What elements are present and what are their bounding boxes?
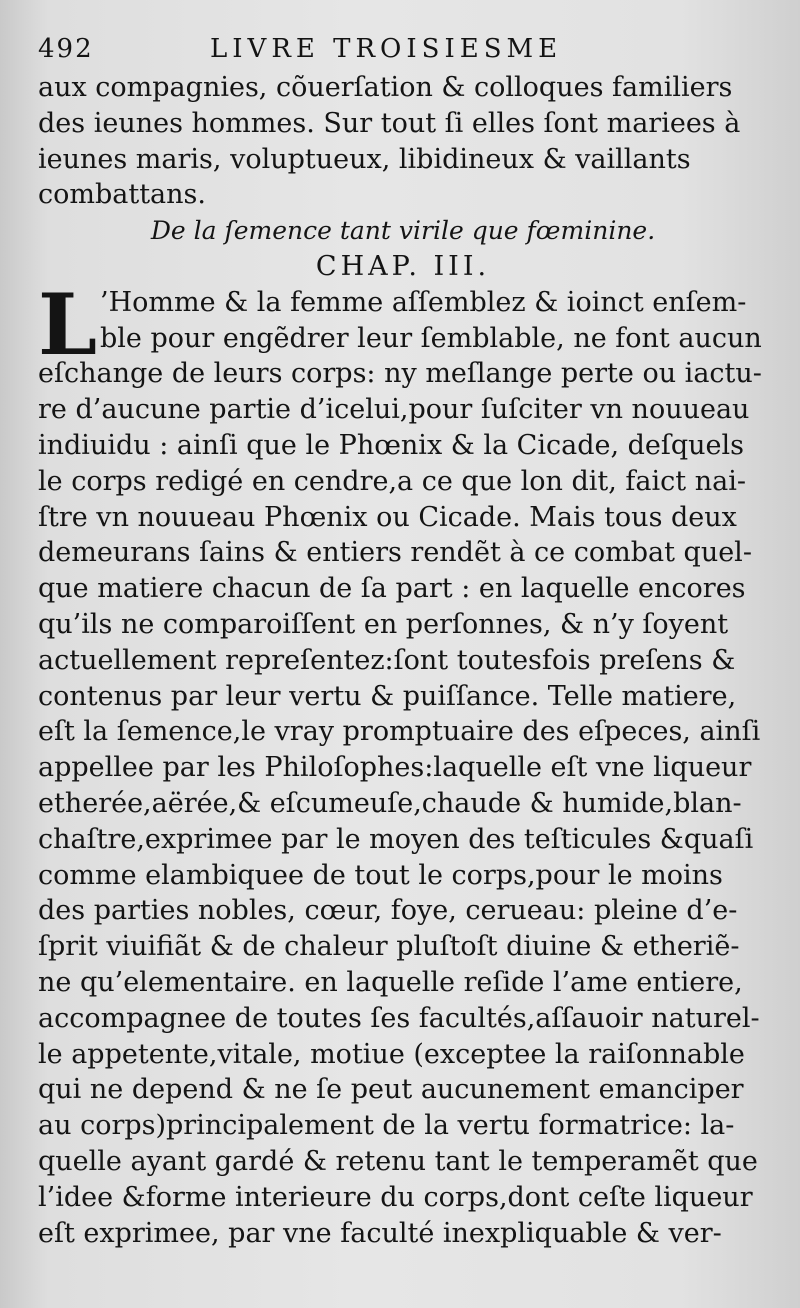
text-line: eſt la ſemence,le vray promptuaire des eſpeces, ainſi	[38, 716, 761, 748]
text-line: l’idee &forme interieure du corps,dont ceſte liqueur	[38, 1181, 753, 1213]
text-line: ’Homme & la femme aſſemblez & ioinct enſem-	[100, 286, 747, 318]
text-line: au corps)principalement de la vertu formatrice: la-	[38, 1110, 735, 1142]
text-line: etherée,aërée,& eſcumeuſe,chaude & humide,blan-	[38, 787, 742, 819]
text-line: eſt exprimee, par vne faculté inexpliquable & ver-	[38, 1217, 722, 1249]
text-column	[38, 70, 768, 1251]
text-line: ble pour engẽdrer leur ſemblable, ne font aucun	[100, 322, 762, 354]
text-line: ſprit viuifiãt & de chaleur pluſtoſt diuine & etheriẽ-	[38, 931, 740, 963]
text-line: quelle ayant gardé & retenu tant le temperamẽt que	[38, 1145, 758, 1177]
text-line: eſchange de leurs corps: ny meſlange perte ou iactu-	[38, 358, 762, 390]
text-line: le appetente,vitale, motiue (exceptee la raiſonnable	[38, 1038, 745, 1070]
text-line: indiuidu : ainſi que le Phœnix & la Cicade, deſquels	[38, 429, 745, 461]
text-line: contenus par leur vertu & puiſſance. Telle matiere,	[38, 680, 737, 712]
text-line: qu’ils ne comparoiſſent en perſonnes, & n’y ſoyent	[38, 608, 729, 640]
text-line: actuellement repreſentez:ſont toutesfois preſens &	[38, 644, 736, 676]
text-line: des ieunes hommes. Sur tout ſi elles ſont mariees à	[38, 107, 741, 139]
text-line: comme elambiquee de tout le corps,pour le moins	[38, 859, 723, 891]
text-line: qui ne depend & ne ſe peut aucunement emanciper	[38, 1074, 744, 1106]
text-line: combattans.	[38, 179, 206, 211]
running-title: LIVRE TROISIESME	[210, 34, 563, 64]
text-line: des parties nobles, cœur, foye, cerueau: pleine d’e-	[38, 895, 738, 927]
text-line: le corps redigé en cendre,a ce que lon dit, faict nai-	[38, 465, 746, 497]
text-line: chaſtre,exprimee par le moyen des teſticules &quaſi	[38, 823, 754, 855]
page-number: 492	[38, 34, 94, 64]
text-line: ſtre vn nouueau Phœnix ou Cicade. Mais tous deux	[38, 501, 737, 533]
text-line: accompagnee de toutes ſes facultés,aſſauoir naturel-	[38, 1002, 760, 1034]
text-line: ieunes maris, voluptueux, libidineux & vaillants	[38, 143, 691, 175]
section-heading: De la ſemence tant virile que fœminine.	[150, 216, 656, 246]
page-header	[38, 30, 598, 70]
text-line: appellee par les Philoſophes:laquelle eſt vne liqueur	[38, 752, 752, 784]
text-line: aux compagnies, cõuerſation & colloques familiers	[38, 72, 733, 103]
chapter-label: CHAP. III.	[315, 250, 491, 282]
text-line: ne qu’elementaire. en laquelle reſide l’ame entiere,	[38, 966, 743, 998]
text-line: que matiere chacun de ſa part : en laquelle encores	[38, 573, 746, 605]
drop-cap: L	[38, 274, 98, 374]
text-line: re d’aucune partie d’icelui,pour ſuſciter vn nouueau	[38, 394, 750, 426]
text-line: demeurans ſains & entiers rendẽt à ce combat quel-	[38, 537, 752, 569]
